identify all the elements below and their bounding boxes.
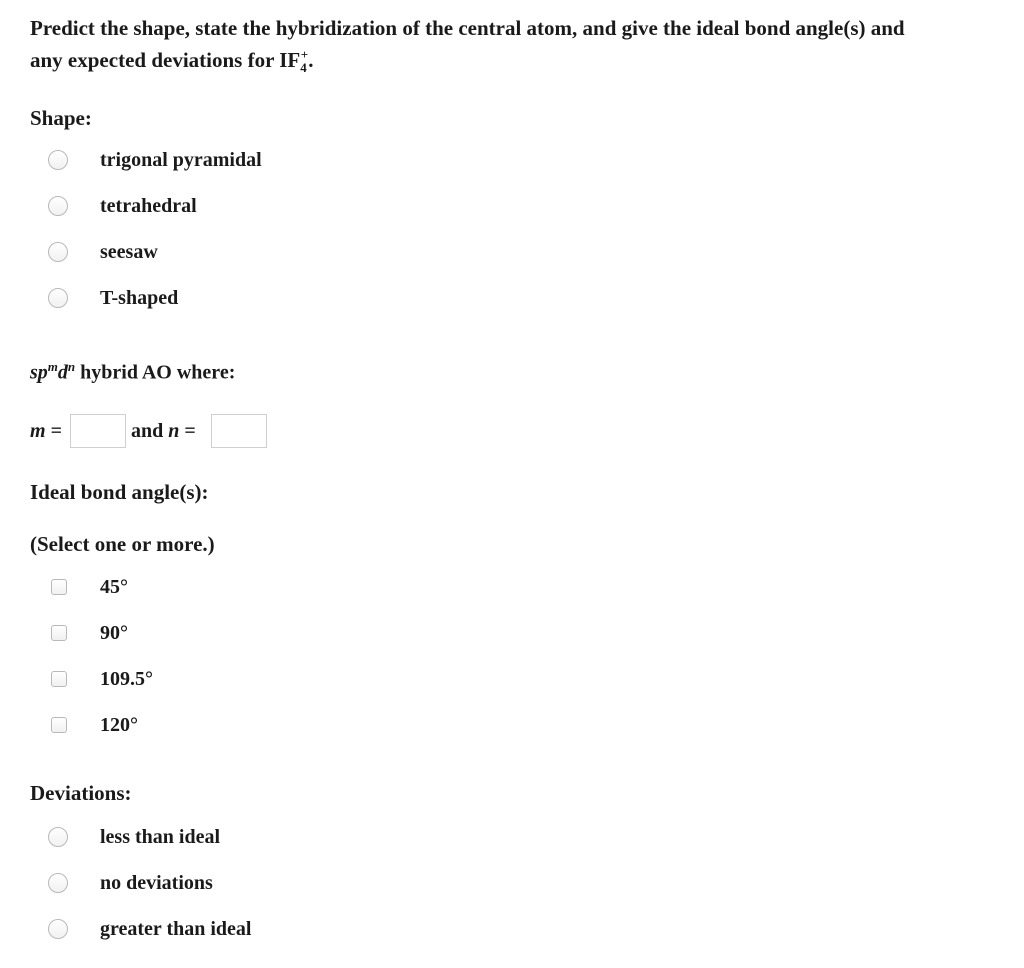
radio-button[interactable] [48,242,68,262]
radio-button[interactable] [48,827,68,847]
m-eq: = [45,420,62,442]
option-label: T-shaped [100,287,179,309]
option-label: no deviations [100,872,213,894]
n-value-input[interactable] [211,414,267,448]
checkbox[interactable] [51,579,67,595]
option-label: 45° [100,576,128,598]
option-label: seesaw [100,241,158,263]
hybrid-sp: sp [30,361,48,384]
angles-instruction: (Select one or more.) [30,532,215,556]
radio-button[interactable] [48,288,68,308]
n-label [131,414,196,448]
formula-subscript: 4 [300,60,307,76]
formula-superscript: + [300,47,309,62]
hybrid-d: d [57,361,68,384]
hybrid-n-sup: n [67,359,76,374]
and-text: and [131,420,169,442]
m-var: m [30,420,46,442]
m-label [30,414,62,448]
option-label: tetrahedral [100,195,197,217]
radio-button[interactable] [48,919,68,939]
hybrid-rest: hybrid AO where: [75,361,236,384]
option-label: 90° [100,622,128,644]
question-page [30,12,1000,940]
n-eq: = [179,420,196,442]
radio-button[interactable] [48,150,68,170]
radio-button[interactable] [48,873,68,893]
question-line-1: Predict the shape, state the hybridization of the central atom, and give the ideal bond angle(s) and [30,16,905,40]
option-label: greater than ideal [100,918,252,940]
angles-heading: Ideal bond angle(s): [30,480,209,504]
radio-button[interactable] [48,196,68,216]
checkbox[interactable] [51,625,67,641]
option-label: less than ideal [100,826,221,848]
hybrid-heading [30,359,235,385]
question-line-2-prefix: any expected deviations for IF [30,48,301,72]
question-line-2-suffix: . [308,48,314,72]
checkbox[interactable] [51,717,67,733]
hybrid-m-sup: m [47,359,58,374]
option-label: 120° [100,714,138,736]
deviations-heading: Deviations: [30,781,132,805]
n-var: n [168,420,180,442]
option-label: 109.5° [100,668,153,690]
m-value-input[interactable] [70,414,126,448]
option-label: trigonal pyramidal [100,149,262,171]
question-text [30,12,1000,76]
checkbox[interactable] [51,671,67,687]
shape-heading: Shape: [30,106,92,130]
